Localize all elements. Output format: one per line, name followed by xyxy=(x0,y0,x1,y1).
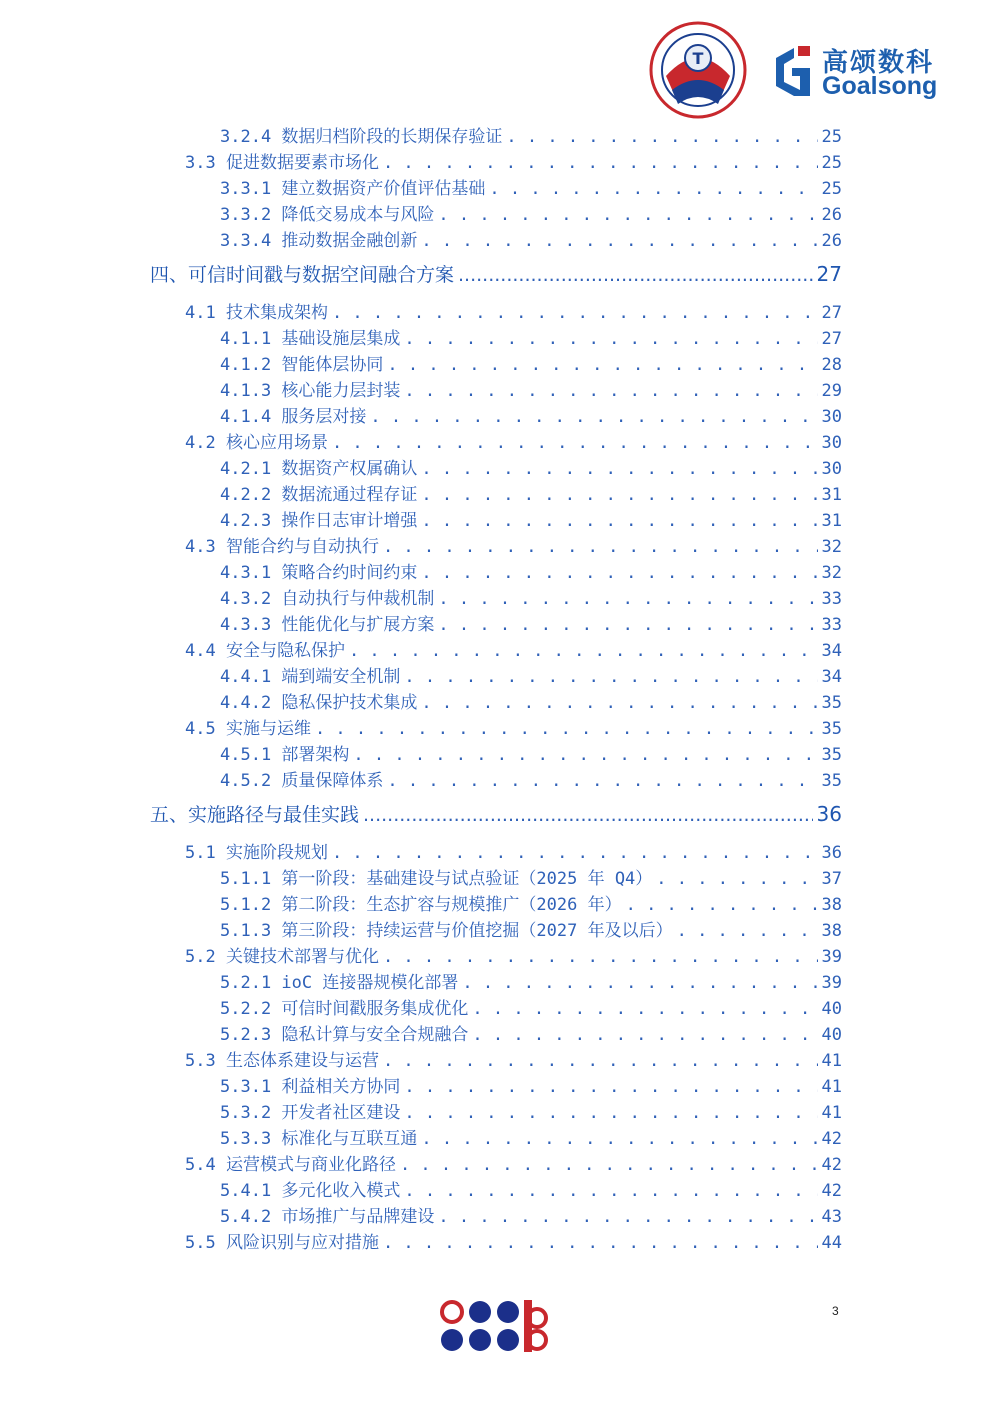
toc-entry-level-2[interactable] xyxy=(185,942,842,967)
toc-entry-page: 35 xyxy=(821,745,842,765)
toc-entry-level-3[interactable] xyxy=(220,324,842,349)
toc-entry-page: 44 xyxy=(821,1233,842,1253)
svg-text:T: T xyxy=(692,49,704,68)
toc-entry-level-3[interactable] xyxy=(220,740,842,765)
toc-leader-dots xyxy=(404,667,817,687)
toc-entry-title: 4.4.2 隐私保护技术集成 xyxy=(220,693,418,713)
toc-entry-title: 3.2.4 数据归档阶段的长期保存验证 xyxy=(220,127,503,147)
toc-entry-page: 39 xyxy=(821,973,842,993)
toc-entry-title: 4.3.2 自动执行与仲裁机制 xyxy=(220,589,435,609)
toc-entry-title: 5.1.3 第三阶段：持续运营与价值挖掘（2027 年及以后） xyxy=(220,921,673,941)
toc-entry-level-3[interactable] xyxy=(220,376,842,401)
toc-leader-dots xyxy=(404,381,817,401)
toc-entry-page: 33 xyxy=(821,589,842,609)
toc-entry-level-3[interactable] xyxy=(220,864,842,889)
toc-entry-page: 25 xyxy=(821,153,842,173)
toc-entry-title: 4.1.4 服务层对接 xyxy=(220,407,367,427)
toc-entry-title: 4.5.1 部署架构 xyxy=(220,745,350,765)
toc-entry-title: 五、实施路径与最佳实践 xyxy=(150,804,360,826)
toc-entry-title: 5.5 风险识别与应对措施 xyxy=(185,1233,379,1253)
toc-entry-title: 5.3 生态体系建设与运营 xyxy=(185,1051,379,1071)
toc-entry-level-3[interactable] xyxy=(220,122,842,147)
toc-entry-title: 4.1.2 智能体层协同 xyxy=(220,355,384,375)
page-number: 3 xyxy=(832,1304,839,1318)
toc-entry-page: 30 xyxy=(821,407,842,427)
toc-entry-title: 四、可信时间戳与数据空间融合方案 xyxy=(150,264,455,286)
brand-name-cn: 高颂数科 xyxy=(822,48,935,78)
toc-leader-dots xyxy=(383,1051,818,1071)
toc-entry-page: 26 xyxy=(821,231,842,251)
toc-entry-page: 35 xyxy=(821,771,842,791)
toc-entry-page: 27 xyxy=(816,262,842,286)
toc-entry-level-3[interactable] xyxy=(220,1124,842,1149)
footer-logo xyxy=(440,1298,552,1354)
toc-leader-dots xyxy=(332,303,818,323)
toc-entry-page: 41 xyxy=(821,1051,842,1071)
toc-entry-title: 5.1 实施阶段规划 xyxy=(185,843,328,863)
toc-entry-title: 4.2.3 操作日志审计增强 xyxy=(220,511,418,531)
toc-leader-dots xyxy=(421,231,817,251)
toc-entry-page: 33 xyxy=(821,615,842,635)
toc-entry-title: 5.2.3 隐私计算与安全合规融合 xyxy=(220,1025,469,1045)
toc-entry-page: 36 xyxy=(821,843,842,863)
toc-leader-dots xyxy=(370,407,817,427)
toc-entry-page: 27 xyxy=(821,329,842,349)
toc-entry-title: 5.4.1 多元化收入模式 xyxy=(220,1181,401,1201)
toc-entry-title: 3.3.2 降低交易成本与风险 xyxy=(220,205,435,225)
toc-entry-title: 4.3.3 性能优化与扩展方案 xyxy=(220,615,435,635)
toc-leader-dots xyxy=(421,563,817,583)
toc-entry-page: 29 xyxy=(821,381,842,401)
toc-leader-dots xyxy=(472,999,817,1019)
toc-leader-dots xyxy=(421,1129,817,1149)
toc-entry-level-3[interactable] xyxy=(220,350,842,375)
toc-entry-level-2[interactable] xyxy=(185,636,842,661)
toc-leader-dots xyxy=(438,205,817,225)
toc-leader-dots xyxy=(383,537,818,557)
toc-entry-page: 42 xyxy=(821,1129,842,1149)
toc-leader-dots xyxy=(315,719,818,739)
toc-entry-level-3[interactable] xyxy=(220,1020,842,1045)
toc-entry-page: 41 xyxy=(821,1077,842,1097)
toc-entry-page: 41 xyxy=(821,1103,842,1123)
toc-entry-level-3[interactable] xyxy=(220,506,842,531)
toc-entry-title: 4.2 核心应用场景 xyxy=(185,433,328,453)
toc-leader-dots xyxy=(472,1025,817,1045)
goalsong-mark-icon xyxy=(770,42,816,100)
timestamp-seal-logo xyxy=(642,20,754,120)
toc-leader-dots xyxy=(404,1077,817,1097)
toc-entry-page: 25 xyxy=(821,179,842,199)
toc-entry-level-2[interactable] xyxy=(185,1046,842,1071)
toc-entry-title: 5.2 关键技术部署与优化 xyxy=(185,947,379,967)
toc-leader-dots xyxy=(353,745,817,765)
toc-entry-page: 31 xyxy=(821,485,842,505)
toc-entry-page: 26 xyxy=(821,205,842,225)
toc-entry-level-2[interactable] xyxy=(185,1150,842,1175)
toc-entry-title: 4.3.1 策略合约时间约束 xyxy=(220,563,418,583)
toc-entry-level-3[interactable] xyxy=(220,584,842,609)
toc-entry-title: 4.1.3 核心能力层封装 xyxy=(220,381,401,401)
toc-entry-page: 25 xyxy=(821,127,842,147)
toc-entry-page: 40 xyxy=(821,999,842,1019)
toc-leader-dots xyxy=(656,869,817,889)
toc-entry-level-3[interactable] xyxy=(220,454,842,479)
toc-leader-dots xyxy=(387,355,817,375)
toc-leader-dots xyxy=(421,459,817,479)
toc-entry-title: 5.1.1 第一阶段：基础建设与试点验证（2025 年 Q4） xyxy=(220,869,653,889)
toc-entry-level-3[interactable] xyxy=(220,994,842,1019)
toc-entry-page: 32 xyxy=(821,563,842,583)
toc-entry-title: 5.3.1 利益相关方协同 xyxy=(220,1077,401,1097)
toc-entry-page: 31 xyxy=(821,511,842,531)
toc-entry-title: 4.3 智能合约与自动执行 xyxy=(185,537,379,557)
toc-entry-title: 5.2.2 可信时间戳服务集成优化 xyxy=(220,999,469,1019)
toc-entry-level-2[interactable] xyxy=(185,714,842,739)
toc-leader-dots xyxy=(387,771,817,791)
toc-entry-page: 30 xyxy=(821,459,842,479)
toc-entry-level-3[interactable] xyxy=(220,558,842,583)
toc-entry-title: 4.5 实施与运维 xyxy=(185,719,311,739)
toc-entry-level-3[interactable] xyxy=(220,1202,842,1227)
toc-entry-title: 4.1.1 基础设施层集成 xyxy=(220,329,401,349)
toc-entry-level-3[interactable] xyxy=(220,402,842,427)
toc-entry-level-2[interactable] xyxy=(185,1228,842,1253)
toc-entry-title: 5.2.1 ioC 连接器规模化部署 xyxy=(220,973,459,993)
toc-entry-page: 32 xyxy=(821,537,842,557)
toc-entry-page: 40 xyxy=(821,1025,842,1045)
toc-entry-title: 4.2.1 数据资产权属确认 xyxy=(220,459,418,479)
toc-entry-page: 37 xyxy=(821,869,842,889)
toc-entry-page: 35 xyxy=(821,693,842,713)
toc-leader-dots xyxy=(626,895,818,915)
toc-leader-dots xyxy=(363,804,813,826)
toc-entry-level-2[interactable] xyxy=(185,838,842,863)
toc-entry-title: 5.4 运营模式与商业化路径 xyxy=(185,1155,396,1175)
toc-leader-dots xyxy=(421,693,817,713)
toc-entry-level-3[interactable] xyxy=(220,1176,842,1201)
toc-entry-level-2[interactable] xyxy=(185,148,842,173)
toc-entry-title: 4.2.2 数据流通过程存证 xyxy=(220,485,418,505)
toc-leader-dots xyxy=(458,264,813,286)
toc-entry-level-1[interactable] xyxy=(150,800,842,827)
toc-leader-dots xyxy=(332,433,818,453)
header-logos xyxy=(642,20,942,120)
brand-name-en: Goalsong xyxy=(822,72,938,100)
toc-entry-level-3[interactable] xyxy=(220,610,842,635)
toc-entry-page: 43 xyxy=(821,1207,842,1227)
toc-entry-page: 38 xyxy=(821,895,842,915)
toc-leader-dots xyxy=(438,589,817,609)
toc-leader-dots xyxy=(404,1181,817,1201)
toc-entry-level-3[interactable] xyxy=(220,916,842,941)
toc-leader-dots xyxy=(332,843,818,863)
toc-entry-title: 5.3.3 标准化与互联互通 xyxy=(220,1129,418,1149)
toc-entry-title: 4.1 技术集成架构 xyxy=(185,303,328,323)
toc-leader-dots xyxy=(421,511,817,531)
toc-entry-page: 34 xyxy=(821,667,842,687)
toc-entry-level-3[interactable] xyxy=(220,688,842,713)
toc-entry-title: 5.4.2 市场推广与品牌建设 xyxy=(220,1207,435,1227)
toc-leader-dots xyxy=(400,1155,818,1175)
toc-entry-level-3[interactable] xyxy=(220,1072,842,1097)
toc-entry-title: 4.4.1 端到端安全机制 xyxy=(220,667,401,687)
toc-entry-page: 38 xyxy=(821,921,842,941)
toc-entry-title: 5.3.2 开发者社区建设 xyxy=(220,1103,401,1123)
toc-entry-page: 30 xyxy=(821,433,842,453)
toc-leader-dots xyxy=(383,947,818,967)
toc-entry-level-3[interactable] xyxy=(220,200,842,225)
toc-entry-page: 39 xyxy=(821,947,842,967)
toc-leader-dots xyxy=(506,127,817,147)
toc-entry-title: 4.5.2 质量保障体系 xyxy=(220,771,384,791)
toc-entry-level-3[interactable] xyxy=(220,890,842,915)
toc-entry-level-1[interactable] xyxy=(150,260,842,287)
toc-entry-level-2[interactable] xyxy=(185,532,842,557)
toc-entry-page: 27 xyxy=(821,303,842,323)
toc-leader-dots xyxy=(489,179,817,199)
toc-leader-dots xyxy=(383,153,818,173)
toc-entry-level-3[interactable] xyxy=(220,766,842,791)
toc-entry-title: 3.3.4 推动数据金融创新 xyxy=(220,231,418,251)
toc-leader-dots xyxy=(404,329,817,349)
toc-leader-dots xyxy=(438,1207,817,1227)
toc-leader-dots xyxy=(438,615,817,635)
goalsong-logo xyxy=(770,38,950,108)
toc-entry-page: 42 xyxy=(821,1181,842,1201)
toc-entry-level-3[interactable] xyxy=(220,174,842,199)
toc-entry-title: 5.1.2 第二阶段：生态扩容与规模推广（2026 年） xyxy=(220,895,622,915)
toc-entry-level-2[interactable] xyxy=(185,428,842,453)
toc-entry-level-3[interactable] xyxy=(220,1098,842,1123)
toc-entry-level-3[interactable] xyxy=(220,662,842,687)
toc-entry-level-3[interactable] xyxy=(220,968,842,993)
toc-entry-level-3[interactable] xyxy=(220,480,842,505)
toc-leader-dots xyxy=(404,1103,817,1123)
toc-entry-level-2[interactable] xyxy=(185,298,842,323)
toc-entry-page: 28 xyxy=(821,355,842,375)
toc-entry-page: 35 xyxy=(821,719,842,739)
toc-leader-dots xyxy=(677,921,818,941)
toc-entry-title: 4.4 安全与隐私保护 xyxy=(185,641,345,661)
toc-leader-dots xyxy=(383,1233,818,1253)
toc-entry-page: 42 xyxy=(821,1155,842,1175)
toc-leader-dots xyxy=(349,641,818,661)
toc-entry-page: 34 xyxy=(821,641,842,661)
toc-entry-title: 3.3.1 建立数据资产价值评估基础 xyxy=(220,179,486,199)
toc-leader-dots xyxy=(421,485,817,505)
toc-entry-level-3[interactable] xyxy=(220,226,842,251)
toc-entry-title: 3.3 促进数据要素市场化 xyxy=(185,153,379,173)
toc-entry-page: 36 xyxy=(816,802,842,826)
toc-leader-dots xyxy=(462,973,817,993)
